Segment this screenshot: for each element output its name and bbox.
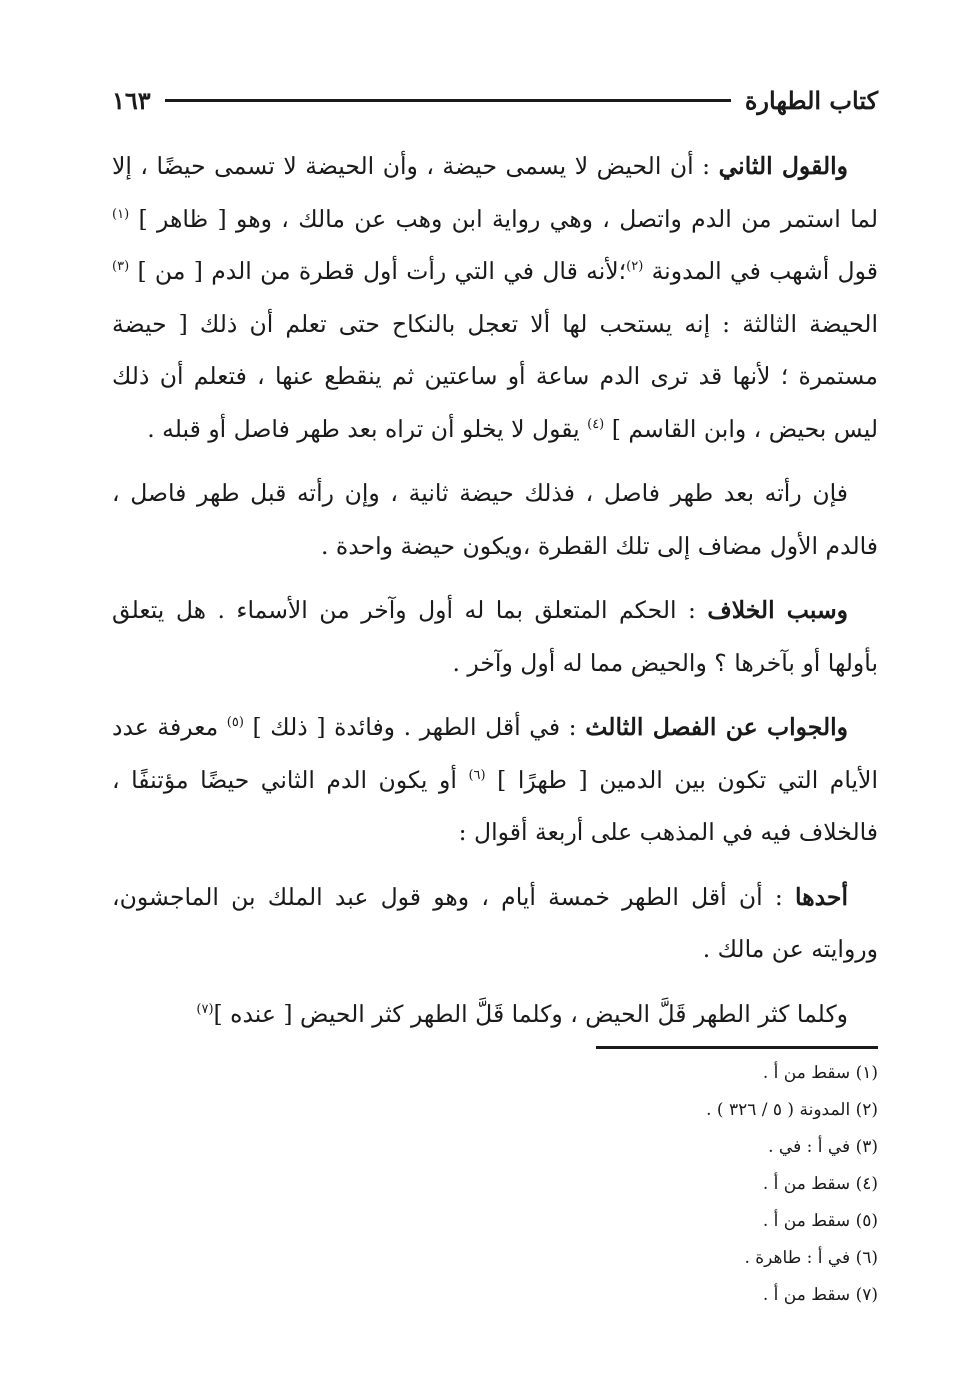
footnote-item: (٢) المدونة ( ٥ / ٣٢٦ ) . (706, 1100, 878, 1120)
paragraph-text: : أن أقل الطهر خمسة أيام ، وهو قول عبد الملك بن الماجشون، وروايته عن مالك . (112, 882, 878, 963)
paragraph-text: يقول لا يخلو أن تراه بعد طهر فاصل أو قبله . (147, 414, 588, 443)
paragraph-first-opinion (112, 871, 878, 976)
footnote-ref: (٣) (112, 259, 130, 275)
paragraph-text: : أن الحيض لا يسمى حيضة ، وأن الحيضة لا تسمى حيضًا ، إلا لما استمر من الدم واتصل ، وهي رواية ابن وهب عن مالك ، وهو [ ظاهر ] (112, 152, 878, 233)
lead-term: وسبب الخلاف (707, 596, 848, 624)
footnote-ref: (٦) (468, 767, 486, 783)
paragraph-fasil (112, 467, 878, 572)
lead-term: والجواب عن الفصل الثالث (585, 713, 848, 741)
running-header (112, 80, 878, 120)
footnote-ref: (٥) (226, 715, 244, 731)
paragraph-text: ؛لأنه قال في التي رأت أول قطرة من الدم [ من ] (129, 257, 627, 285)
footnote-item: (٣) في أ : في . (768, 1137, 878, 1157)
lead-term: والقول الثاني (718, 152, 849, 180)
footnotes (278, 1055, 878, 1314)
paragraph-text: الحيضة الثالثة : إنه يستحب لها ألا تعجل بالنكاح حتى تعلم أن ذلك [ حيضة مستمرة ؛ لأنها قد ترى الدم ساعة أو ساعتين ثم ينقطع عنها ، فتعلم أن ذلك ليس بحيض ، وابن القاسم ] (112, 309, 878, 443)
lead-term: أحدها (795, 882, 848, 911)
footnote-item: (٥) سقط من أ . (762, 1211, 878, 1231)
footnote-item: (١) سقط من أ . (762, 1063, 878, 1083)
paragraph-text: قول أشهب في المدونة (643, 257, 878, 285)
paragraph-text: معرفة عدد الأيام التي تكون بين الدمين [ طهرًا ] (112, 713, 878, 794)
footnote-item: (٦) في أ : طاهرة . (744, 1248, 878, 1268)
paragraph-text: : في أقل الطهر . وفائدة [ ذلك ] (243, 713, 586, 741)
paragraph-text: أو يكون الدم الثاني حيضًا مؤتنفًا ، فالخلاف فيه في المذهب على أربعة أقوال : (112, 765, 878, 846)
paragraph-text: فإن رأته بعد طهر فاصل ، فذلك حيضة ثانية ، وإن رأته قبل طهر فاصل ، فالدم الأول مضاف إلى تلك القطرة ،ويكون حيضة واحدة . (112, 479, 878, 560)
footnote-ref: (١) (112, 206, 130, 222)
main-text (112, 140, 878, 1052)
paragraph-text: وكلما كثر الطهر قَلَّ الحيض ، وكلما قَلَّ الطهر كثر الحيض [ عنده ] (213, 999, 848, 1028)
header-rule (165, 99, 731, 102)
footnote-ref: (٢) (626, 259, 644, 275)
paragraph-continuation (112, 988, 878, 1041)
paragraph-second-opinion (112, 140, 878, 455)
paragraph-reason-of-dispute (112, 584, 878, 689)
footnote-ref: (٤) (587, 416, 605, 432)
footnote-separator (596, 1046, 878, 1049)
paragraph-text: : الحكم المتعلق بما له أول وآخر من الأسماء . هل يتعلق بأولها أو بآخرها ؟ والحيض مما له أول وآخر . (112, 596, 878, 677)
paragraph-third-section (112, 701, 878, 859)
book-title: كتاب الطهارة (744, 85, 878, 115)
footnote-item: (٤) سقط من أ . (762, 1174, 878, 1194)
page-number: ١٦٣ (112, 85, 151, 115)
footnote-item: (٧) سقط من أ . (762, 1285, 878, 1305)
footnote-ref: (٧) (196, 1001, 214, 1017)
